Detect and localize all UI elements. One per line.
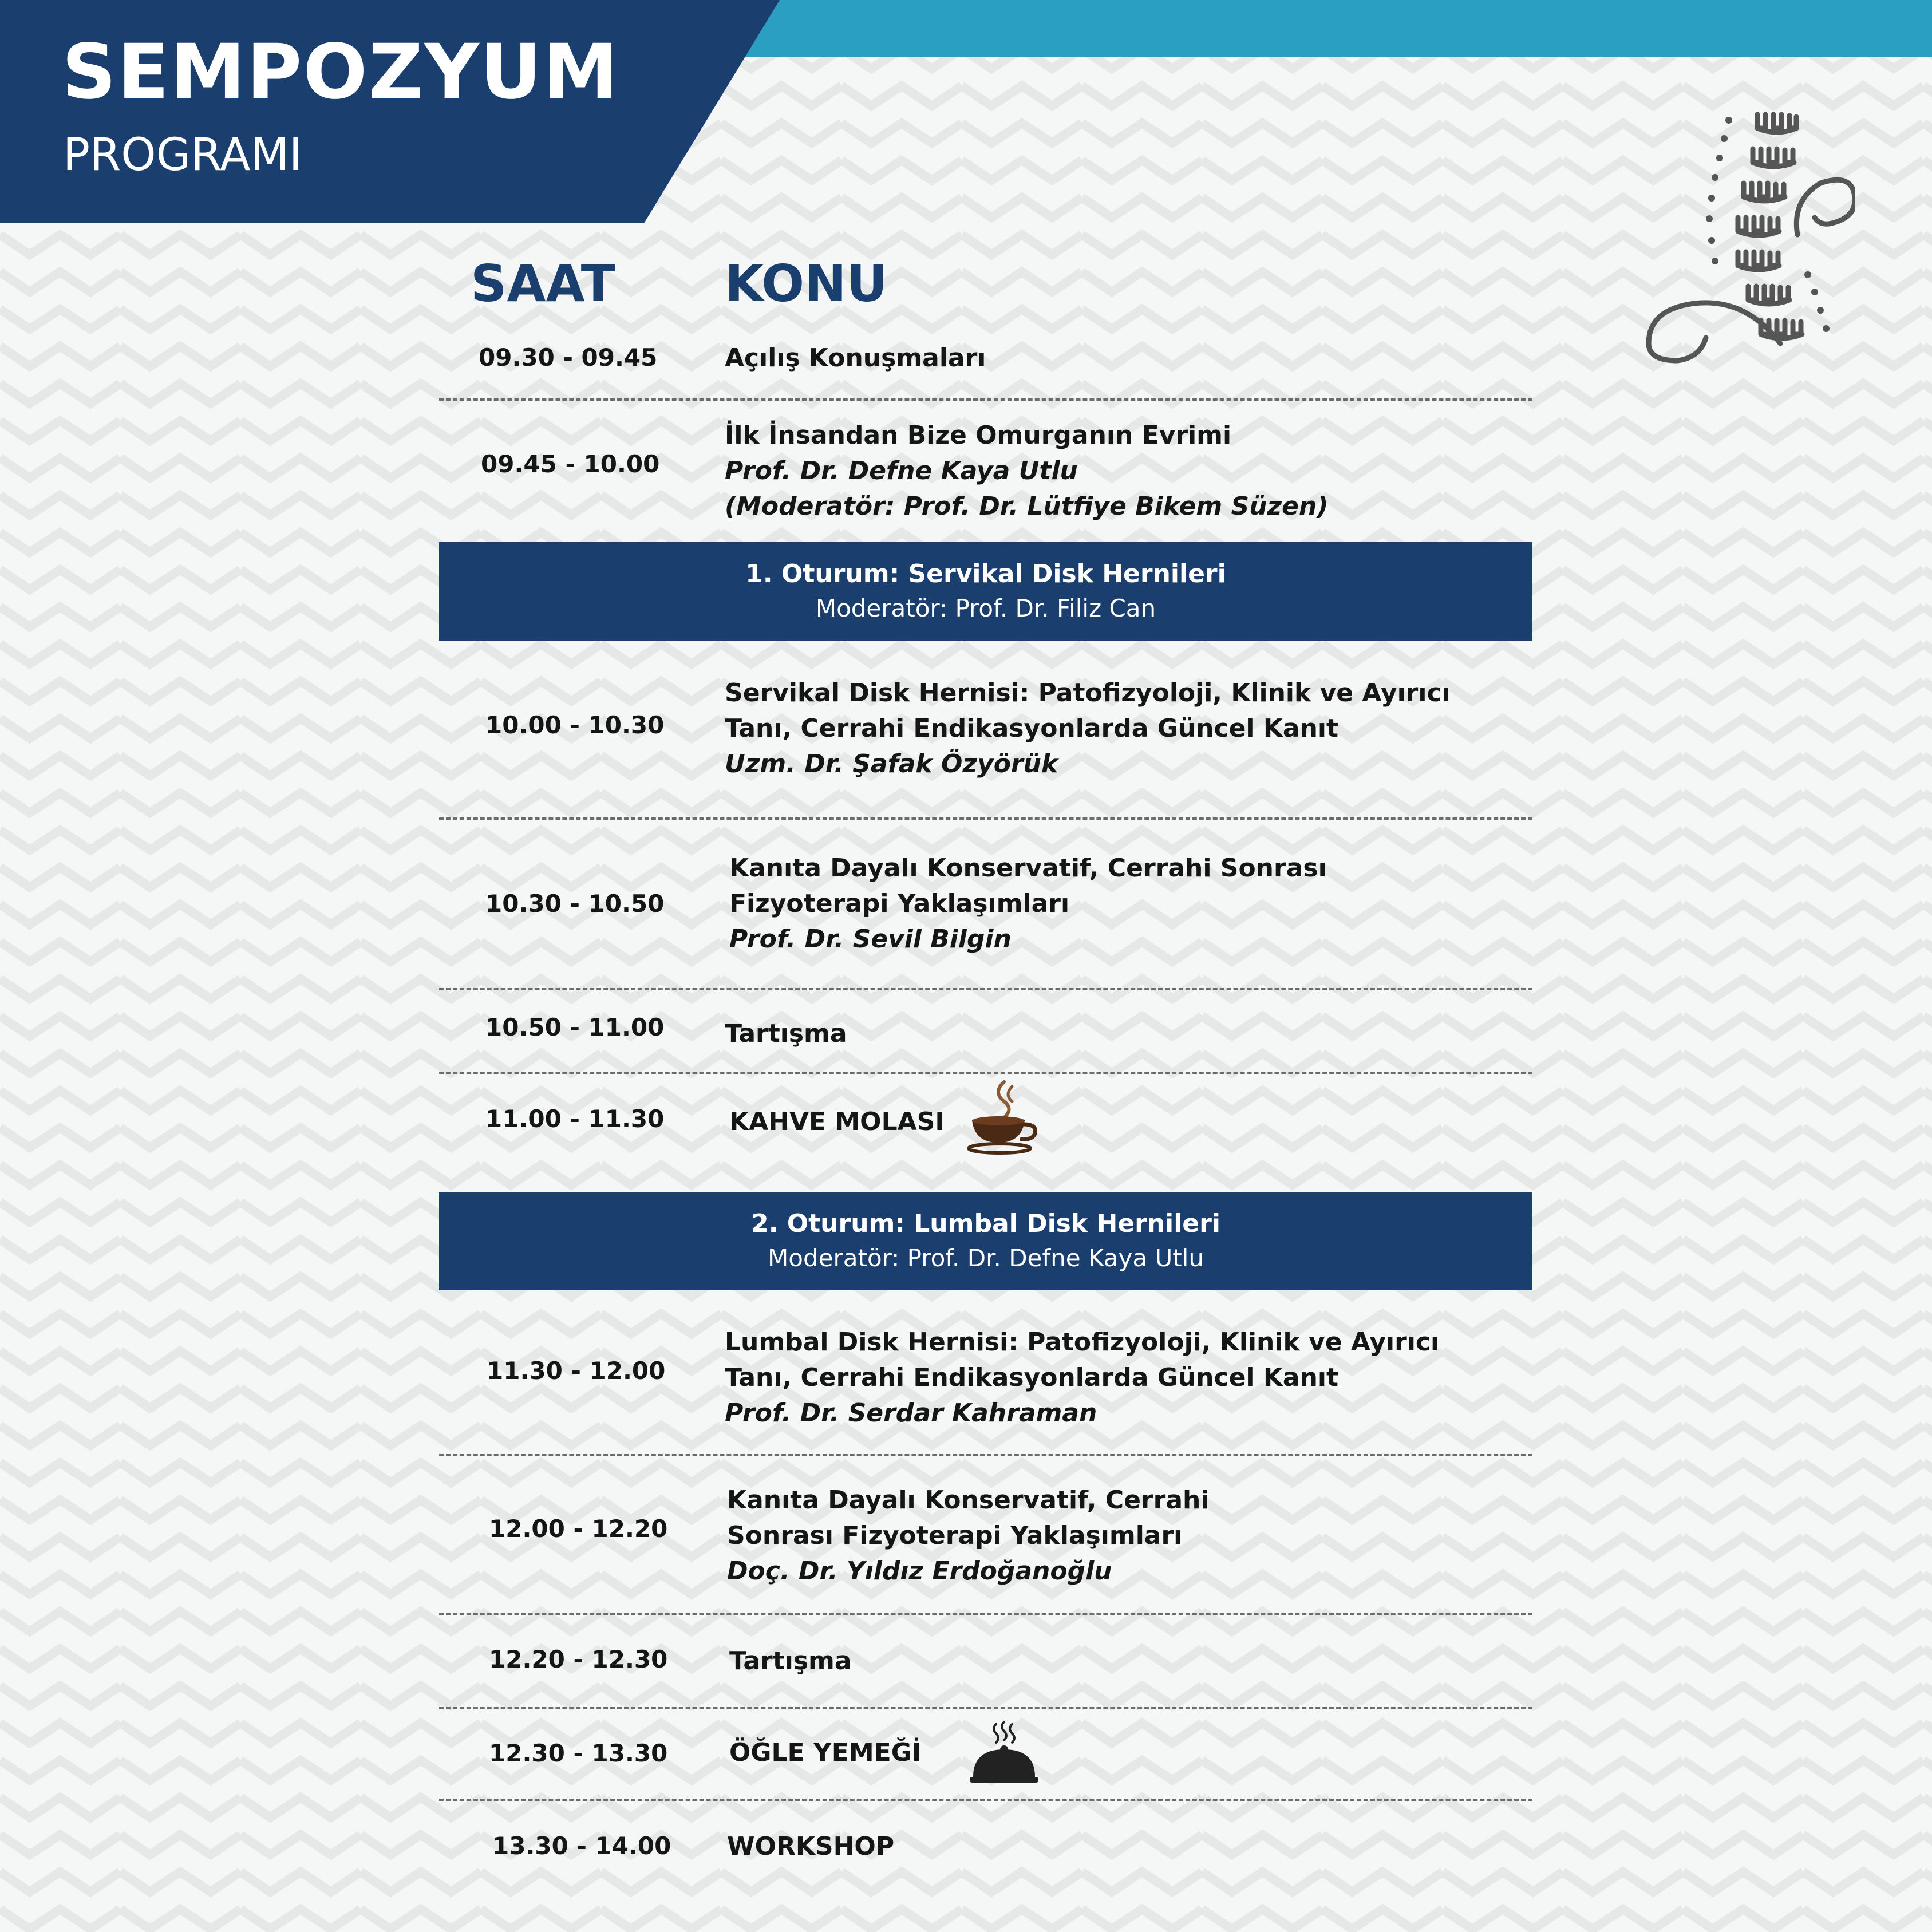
row-time: 10.00 - 10.30: [485, 711, 665, 739]
row-time: 09.45 - 10.00: [481, 450, 660, 478]
row-topic: [725, 1325, 1439, 1431]
header-title: SEMPOZYUM: [62, 28, 619, 116]
session-title: 1. Oturum: Servikal Disk Hernileri: [745, 559, 1226, 588]
row-divider: [439, 1454, 1532, 1456]
row-topic: [725, 418, 1328, 524]
row-topic: [729, 851, 1327, 957]
row-topic: [727, 1483, 1209, 1589]
speaker-line: Doç. Dr. Yıldız Erdoğanoğlu: [727, 1556, 1112, 1586]
session-moderator: Moderatör: Prof. Dr. Defne Kaya Utlu: [768, 1244, 1204, 1272]
row-topic: Tartışma: [725, 1019, 847, 1048]
session-title: 2. Oturum: Lumbal Disk Hernileri: [751, 1209, 1220, 1238]
topic-line: Kanıta Dayalı Konservatif, Cerrahi: [727, 1485, 1210, 1515]
row-topic: ÖĞLE YEMEĞİ: [729, 1738, 922, 1767]
row-time: 12.00 - 12.20: [489, 1515, 668, 1543]
speaker-line: (Moderatör: Prof. Dr. Lütfiye Bikem Süzen): [725, 492, 1329, 521]
row-topic: Açılış Konuşmaları: [725, 343, 986, 373]
row-time: 10.30 - 10.50: [485, 890, 665, 918]
top-accent-stripe: [687, 0, 1932, 57]
session-bar: [439, 542, 1532, 641]
row-time: 11.30 - 12.00: [487, 1357, 666, 1385]
row-time: 12.30 - 13.30: [489, 1739, 668, 1767]
row-topic: WORKSHOP: [727, 1832, 895, 1861]
session-moderator: Moderatör: Prof. Dr. Filiz Can: [815, 594, 1156, 622]
speaker-line: Prof. Dr. Serdar Kahraman: [725, 1398, 1097, 1428]
row-time: 10.50 - 11.00: [485, 1013, 665, 1041]
row-divider: [439, 1072, 1532, 1074]
row-divider: [439, 1613, 1532, 1615]
topic-line: Servikal Disk Hernisi: Patofizyoloji, Klinik ve Ayırıcı: [725, 678, 1451, 708]
row-topic: [725, 675, 1451, 782]
topic-line: Sonrası Fizyoterapi Yaklaşımları: [727, 1521, 1183, 1550]
topic-line: Lumbal Disk Hernisi: Patofizyoloji, Klinik ve Ayırıcı: [725, 1327, 1440, 1357]
session-bar: [439, 1192, 1532, 1290]
row-time: 12.20 - 12.30: [489, 1645, 668, 1673]
column-header-time: SAAT: [471, 254, 615, 313]
row-divider: [439, 1707, 1532, 1709]
speaker-line: Prof. Dr. Defne Kaya Utlu: [725, 456, 1078, 485]
row-time: 11.00 - 11.30: [485, 1105, 665, 1133]
coffee-cup-icon: [964, 1076, 1044, 1156]
topic-line: Kanıta Dayalı Konservatif, Cerrahi Sonrası: [729, 854, 1327, 883]
topic-line: İlk İnsandan Bize Omurganın Evrimi: [725, 421, 1232, 450]
topic-line: Tanı, Cerrahi Endikasyonlarda Güncel Kanıt: [725, 1363, 1339, 1392]
spine-icon: [1626, 103, 1855, 366]
topic-line: Tanı, Cerrahi Endikasyonlarda Güncel Kanıt: [725, 714, 1339, 743]
speaker-line: Uzm. Dr. Şafak Özyörük: [725, 749, 1058, 779]
header-subtitle: PROGRAMI: [63, 129, 302, 181]
row-topic: KAHVE MOLASI: [729, 1107, 945, 1136]
row-time: 09.30 - 09.45: [479, 343, 658, 372]
row-time: 13.30 - 14.00: [492, 1832, 671, 1860]
row-divider: [439, 398, 1532, 401]
row-divider: [439, 817, 1532, 820]
speaker-line: Prof. Dr. Sevil Bilgin: [729, 924, 1012, 954]
row-divider: [439, 1799, 1532, 1801]
column-header-topic: KONU: [725, 254, 888, 313]
row-topic: Tartışma: [729, 1646, 852, 1676]
topic-line: Fizyoterapi Yaklaşımları: [729, 889, 1070, 918]
food-cloche-icon: [967, 1720, 1042, 1788]
row-divider: [439, 988, 1532, 990]
